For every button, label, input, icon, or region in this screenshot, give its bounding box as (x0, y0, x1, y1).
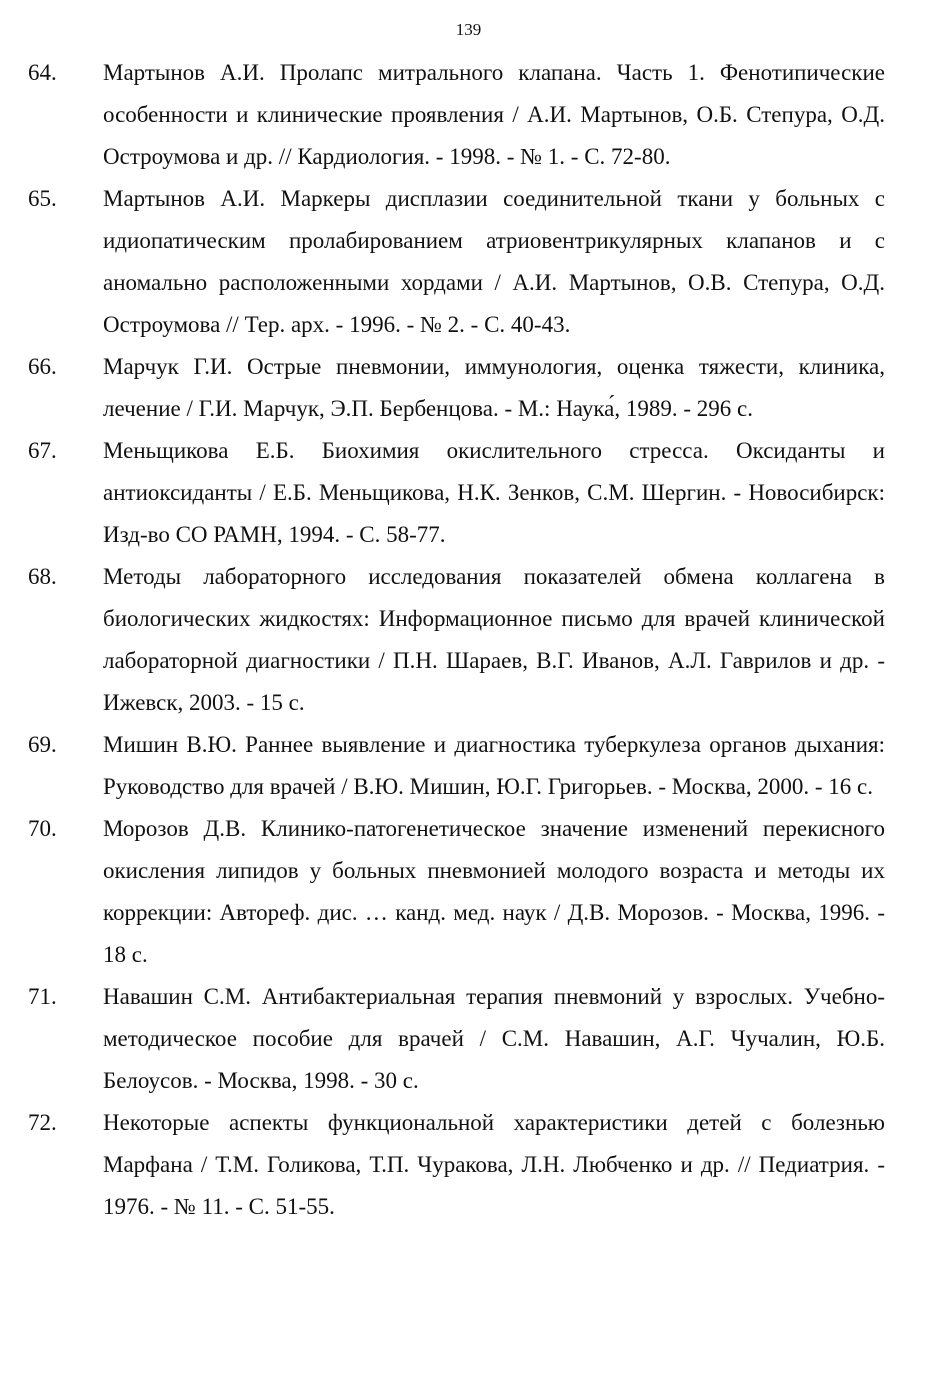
reference-number: 64. (28, 60, 57, 85)
reference-text: Марчук Г.И. Острые пневмонии, иммунология, оценка тяжести, клиника, лечение / Г.И. Марчук, Э.П. Бербенцова. - М.: Наука́, 1989. - 296 с. (103, 354, 885, 421)
reference-number: 71. (28, 984, 57, 1009)
reference-number: 66. (28, 354, 57, 379)
reference-item (0, 430, 937, 556)
reference-text: Мартынов А.И. Пролапс митрального клапана. Часть 1. Фенотипические особенности и клинические проявления / А.И. Мартынов, О.Б. Степура, О.Д. Остроумова и др. // Кардиология. - 1998. - № 1. - С. 72-80. (103, 60, 885, 169)
reference-number: 72. (28, 1110, 57, 1135)
reference-text: Некоторые аспекты функциональной характеристики детей с болезнью Марфана / Т.М. Голикова, Т.П. Чуракова, Л.Н. Любченко и др. // Педиатрия. - 1976. - № 11. - С. 51-55. (103, 1110, 885, 1219)
reference-item (0, 976, 937, 1102)
reference-text: Мартынов А.И. Маркеры дисплазии соединительной ткани у больных с идиопатическим пролабированием атриовентрикулярных клапанов и с аномально расположенными хордами / А.И. Мартынов, О.В. Степура, О.Д. Остроумова // Тер. арх. - 1996. - № 2. - С. 40-43. (103, 186, 885, 337)
reference-item (0, 724, 937, 808)
page-number: 139 (455, 20, 482, 39)
reference-text: Методы лабораторного исследования показателей обмена коллагена в биологических жидкостях: Информационное письмо для врачей клинической лабораторной диагностики / П.Н. Шараев, В.Г. Иванов, А.Л. Гаврилов и др. - Ижевск, 2003. - 15 с. (103, 564, 885, 715)
reference-item (0, 808, 937, 976)
reference-number: 68. (28, 564, 57, 589)
reference-number: 65. (28, 186, 57, 211)
reference-number: 67. (28, 438, 57, 463)
reference-item (0, 52, 937, 178)
reference-item (0, 556, 937, 724)
reference-number: 69. (28, 732, 57, 757)
reference-item (0, 346, 937, 430)
reference-item (0, 178, 937, 346)
reference-number: 70. (28, 816, 57, 841)
reference-text: Меньщикова Е.Б. Биохимия окислительного стресса. Оксиданты и антиоксиданты / Е.Б. Меньщикова, Н.К. Зенков, С.М. Шергин. - Новосибирск: Изд-во СО РАМН, 1994. - С. 58-77. (103, 438, 885, 547)
reference-text: Морозов Д.В. Клинико-патогенетическое значение изменений перекисного окисления липидов у больных пневмонией молодого возраста и методы их коррекции: Автореф. дис. … канд. мед. наук / Д.В. Морозов. - Москва, 1996. - 18 с. (103, 816, 885, 967)
reference-list (0, 52, 937, 1228)
reference-text: Мишин В.Ю. Раннее выявление и диагностика туберкулеза органов дыхания: Руководство для врачей / В.Ю. Мишин, Ю.Г. Григорьев. - Москва, 2000. - 16 с. (103, 732, 885, 799)
reference-item (0, 1102, 937, 1228)
reference-text: Навашин С.М. Антибактериальная терапия пневмоний у взрослых. Учебно-методическое пособие для врачей / С.М. Навашин, А.Г. Чучалин, Ю.Б. Белоусов. - Москва, 1998. - 30 с. (103, 984, 885, 1093)
